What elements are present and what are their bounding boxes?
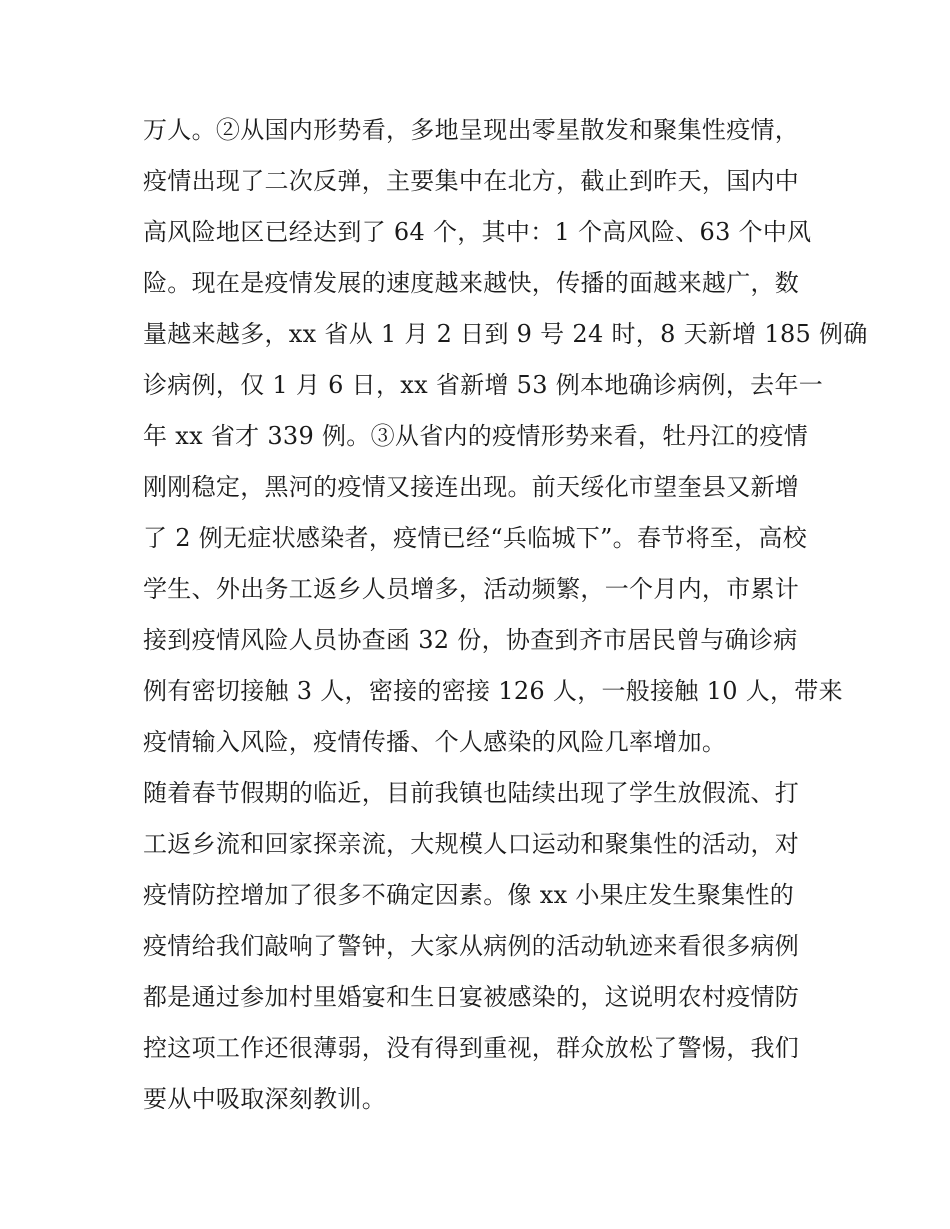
text-line: 刚刚稳定，黑河的疫情又接连出现。前天绥化市望奎县又新增 <box>143 473 800 501</box>
text-line: 疫情输入风险，疫情传播、个人感染的风险几率增加。 <box>143 728 727 756</box>
text-line: 高风险地区已经达到了 64 个，其中：1 个高风险、63 个中风 <box>143 218 812 246</box>
text-line: 诊病例，仅 1 月 6 日，xx 省新增 53 例本地确诊病例，去年一 <box>143 371 824 399</box>
text-line: 险。现在是疫情发展的速度越来越快，传播的面越来越广，数 <box>143 269 800 297</box>
text-line: 万人。②从国内形势看，多地呈现出零星散发和聚集性疫情， <box>143 116 800 144</box>
text-line: 学生、外出务工返乡人员增多，活动频繁，一个月内，市累计 <box>143 575 800 603</box>
text-line: 疫情出现了二次反弹，主要集中在北方，截止到昨天，国内中 <box>143 167 800 195</box>
text-line: 接到疫情风险人员协查函 32 份，协查到齐市居民曾与确诊病 <box>143 626 798 654</box>
document-body <box>143 105 868 1125</box>
text-line: 疫情给我们敲响了警钟，大家从病例的活动轨迹来看很多病例 <box>143 932 800 960</box>
text-line: 要从中吸取深刻教训。 <box>143 1085 386 1113</box>
text-line: 年 xx 省才 339 例。③从省内的疫情形势来看，牡丹江的疫情 <box>143 422 808 450</box>
text-line: 控这项工作还很薄弱，没有得到重视，群众放松了警惕，我们 <box>143 1034 800 1062</box>
text-line: 都是通过参加村里婚宴和生日宴被感染的，这说明农村疫情防 <box>143 983 800 1011</box>
text-line: 随着春节假期的临近，目前我镇也陆续出现了学生放假流、打 <box>143 779 800 807</box>
text-line: 疫情防控增加了很多不确定因素。像 xx 小果庄发生聚集性的 <box>143 881 795 909</box>
text-line: 量越来越多，xx 省从 1 月 2 日到 9 号 24 时，8 天新增 185 例确 <box>143 320 868 348</box>
text-line: 例有密切接触 3 人，密接的密接 126 人，一般接触 10 人，带来 <box>143 677 843 705</box>
text-line: 了 2 例无症状感染者，疫情已经“兵临城下”。春节将至，高校 <box>143 524 808 552</box>
text-line: 工返乡流和回家探亲流，大规模人口运动和聚集性的活动，对 <box>143 830 800 858</box>
